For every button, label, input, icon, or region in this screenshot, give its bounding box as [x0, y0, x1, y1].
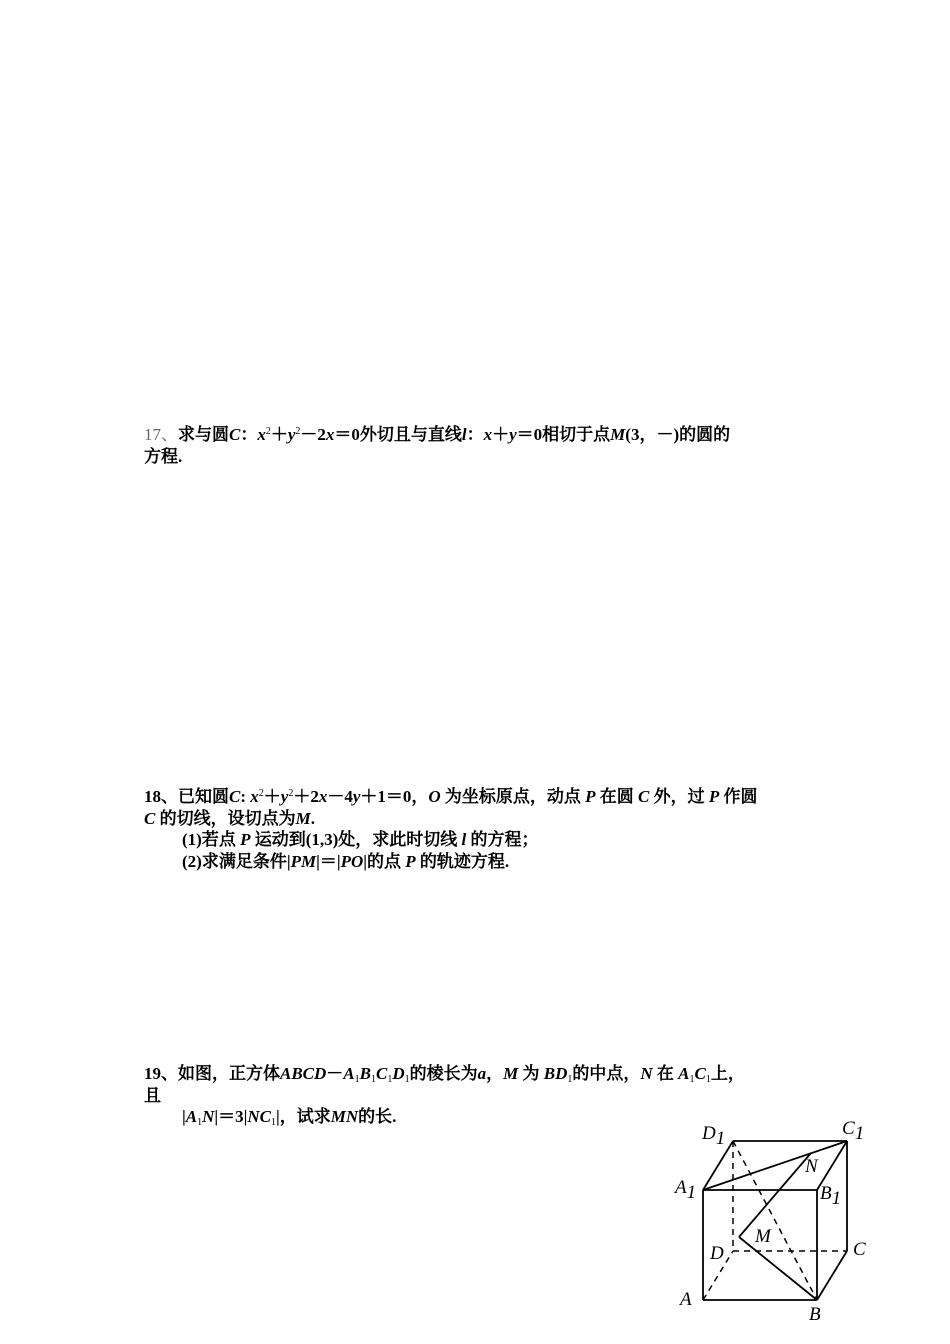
question-19-line-2: 且	[144, 1085, 161, 1105]
label-d1: D1	[702, 1123, 726, 1149]
label-m: M	[755, 1226, 771, 1247]
question-18	[144, 786, 816, 872]
segment-b-n	[739, 1237, 817, 1300]
label-b1: B1	[820, 1183, 842, 1209]
question-17	[144, 424, 816, 467]
question-18-number: 18、	[144, 787, 178, 806]
edge-c-b	[817, 1251, 847, 1300]
question-18-part-2: (2)求满足条件|PM|＝|PO|的点 P 的轨迹方程.	[182, 851, 510, 871]
question-18-line-1: 18、已知圆C: $x^2+y^2+2x-4y+1=0$，O 为坐标原点，动点 P 在圆 C 外，过 P 作圆	[144, 787, 758, 806]
cube-labels	[673, 1118, 866, 1325]
label-c: C	[853, 1239, 866, 1260]
label-c1: C1	[842, 1118, 865, 1144]
question-17-line-1: 17、求与圆C：$x^2+y^2-2x=0$外切且与直线l：x＋y＝0相切于点M(3，－)的圆的	[144, 425, 731, 444]
label-n: N	[805, 1156, 818, 1177]
cube-figure	[668, 1112, 878, 1328]
question-19-line-3: $|A_1N|=3|NC_1|$，试求MN的长.	[182, 1107, 397, 1128]
question-17-line-2: 方程.	[144, 446, 183, 466]
label-b: B	[809, 1304, 821, 1325]
question-17-number: 17、	[144, 425, 178, 444]
question-19-line-1: 19、如图，正方体$ABCD-A_1B_1C_1D_1$的棱长为a，M 为 $BD_1$的中点，N 在 $A_1C_1$上，	[144, 1064, 745, 1085]
label-a1: A1	[675, 1177, 697, 1203]
question-18-part-1: (1)若点 P 运动到(1,3)处，求此时切线 l 的方程；	[182, 830, 539, 849]
question-18-line-2: C 的切线，设切点为M.	[144, 808, 315, 828]
question-19-number: 19、	[144, 1064, 178, 1083]
label-d: D	[710, 1243, 724, 1264]
label-a: A	[680, 1289, 692, 1310]
